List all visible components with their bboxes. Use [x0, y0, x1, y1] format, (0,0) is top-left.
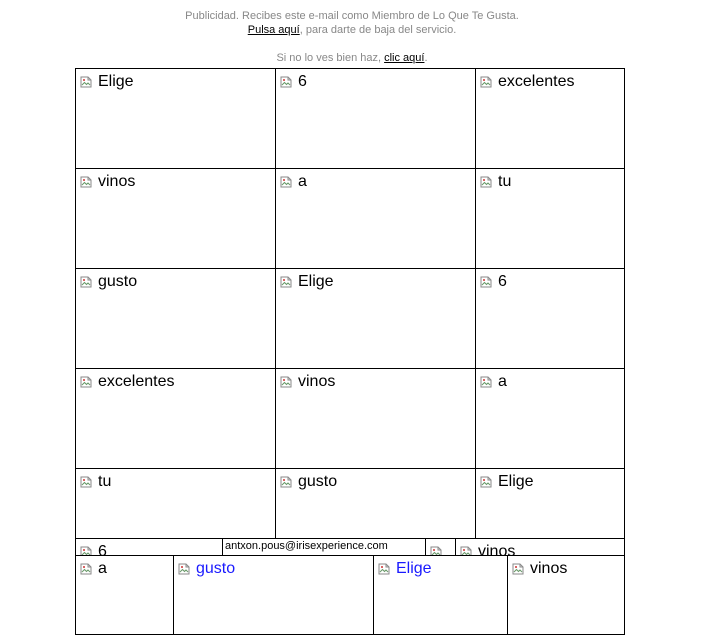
image-alt-text: a — [98, 560, 107, 577]
image-alt — [480, 73, 575, 91]
image-cell[interactable] — [455, 538, 625, 556]
image-alt-text: gusto — [196, 560, 236, 577]
ad-notice-text: Publicidad. Recibes este e-mail como Miembro de Lo Que Te Gusta. — [185, 10, 519, 22]
image-cell[interactable] — [75, 468, 276, 539]
broken-image-icon — [512, 562, 524, 574]
image-alt-text: 6 — [298, 73, 307, 90]
image-alt-text: a — [498, 373, 507, 390]
image-alt — [280, 473, 337, 491]
view-online-line — [0, 52, 704, 64]
broken-image-icon — [80, 175, 92, 187]
image-alt — [480, 173, 511, 191]
image-cell[interactable] — [275, 368, 476, 469]
image-alt — [80, 373, 175, 391]
broken-image-icon — [480, 375, 492, 387]
ad-notice — [0, 10, 704, 22]
view-online-suffix: . — [424, 52, 428, 64]
image-alt — [480, 273, 507, 291]
image-alt — [480, 473, 534, 491]
broken-image-icon — [480, 75, 492, 87]
image-alt — [280, 73, 307, 91]
image-alt-text: 6 — [98, 543, 107, 556]
image-alt-text: vinos — [530, 560, 568, 577]
image-alt-text: vinos — [478, 543, 516, 556]
image-alt — [80, 273, 137, 291]
recipient-email: antxon.pous@irisexperience.com — [222, 538, 426, 556]
image-alt-text: gusto — [98, 273, 138, 290]
image-alt-text: 6 — [498, 273, 507, 290]
image-alt — [80, 473, 111, 491]
image-alt — [512, 560, 567, 578]
image-cell[interactable] — [373, 555, 508, 635]
image-alt — [80, 73, 134, 91]
image-alt — [80, 173, 135, 191]
broken-image-icon — [280, 275, 292, 287]
broken-image-icon — [280, 75, 292, 87]
image-alt — [280, 273, 334, 291]
image-alt — [80, 560, 107, 578]
image-alt-text: excelentes — [98, 373, 175, 390]
image-alt-text: Elige — [498, 473, 534, 490]
unsubscribe-line — [0, 24, 704, 36]
image-alt — [178, 560, 235, 578]
image-alt-text: Elige — [298, 273, 334, 290]
image-cell[interactable] — [275, 168, 476, 269]
image-alt-text: vinos — [298, 373, 336, 390]
image-cell[interactable] — [275, 268, 476, 369]
image-alt — [378, 560, 432, 578]
view-online-text: Si no lo ves bien haz, — [276, 52, 385, 64]
image-alt-text: tu — [98, 473, 112, 490]
image-cell[interactable] — [75, 368, 276, 469]
broken-image-icon — [178, 562, 190, 574]
image-alt-text: a — [298, 173, 307, 190]
unsubscribe-link[interactable]: Pulsa aquí — [247, 24, 300, 36]
broken-image-icon — [80, 562, 92, 574]
broken-image-icon — [80, 75, 92, 87]
image-cell[interactable] — [475, 168, 625, 269]
broken-image-icon — [80, 275, 92, 287]
image-alt — [480, 373, 507, 391]
broken-image-icon — [378, 562, 390, 574]
image-alt-text: Elige — [98, 73, 134, 90]
image-cell[interactable] — [275, 468, 476, 539]
broken-image-icon — [480, 275, 492, 287]
image-alt-text: excelentes — [498, 73, 575, 90]
image-alt-text: gusto — [298, 473, 338, 490]
broken-image-icon — [480, 475, 492, 487]
image-alt — [280, 173, 307, 191]
broken-image-icon — [80, 375, 92, 387]
image-cell[interactable] — [75, 168, 276, 269]
view-online-link[interactable]: clic aquí — [384, 52, 425, 64]
image-cell[interactable] — [75, 68, 276, 169]
image-cell[interactable] — [475, 468, 625, 539]
image-alt — [280, 373, 335, 391]
image-cell[interactable] — [425, 538, 456, 556]
image-cell[interactable] — [75, 268, 276, 369]
image-cell[interactable] — [475, 368, 625, 469]
image-alt-text: vinos — [98, 173, 136, 190]
broken-image-icon — [280, 475, 292, 487]
image-cell[interactable] — [507, 555, 625, 635]
image-alt-text: Elige — [396, 560, 432, 577]
image-cell[interactable] — [275, 68, 476, 169]
image-cell[interactable] — [475, 68, 625, 169]
image-cell[interactable] — [75, 538, 223, 556]
broken-image-icon — [480, 175, 492, 187]
broken-image-icon — [80, 475, 92, 487]
broken-image-icon — [280, 375, 292, 387]
image-cell[interactable] — [75, 555, 174, 635]
unsubscribe-text: , para darte de baja del servicio. — [299, 24, 457, 36]
image-alt-text: tu — [498, 173, 512, 190]
image-cell[interactable] — [475, 268, 625, 369]
image-cell[interactable] — [173, 555, 374, 635]
broken-image-icon — [280, 175, 292, 187]
